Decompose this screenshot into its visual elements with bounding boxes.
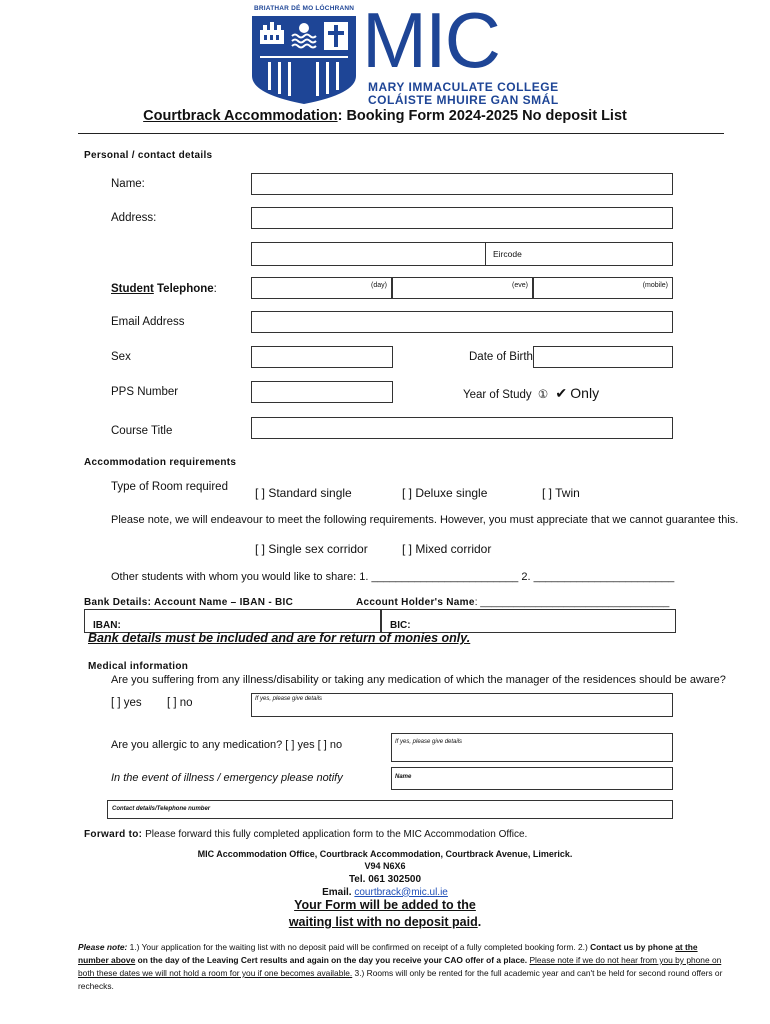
option-mixed[interactable]: [ ] Mixed corridor (402, 542, 492, 556)
pps-label: PPS Number (111, 386, 179, 398)
bank-note: Bank details must be included and are for return of monies only. (88, 631, 471, 645)
phone-mobile-field[interactable] (533, 277, 673, 299)
option-deluxe-single[interactable]: [ ] Deluxe single (402, 486, 488, 500)
footnote-p3: at the number above (78, 942, 698, 965)
allergy-details-hint: If yes, please give details (395, 739, 463, 745)
bic-label: BIC: (390, 620, 411, 631)
phone-day-hint: (day) (371, 282, 387, 289)
medical-details-field[interactable] (251, 693, 673, 717)
email-field[interactable] (251, 311, 673, 333)
email-link[interactable]: courtbrack@mic.ul.ie (354, 886, 448, 898)
college-logo (248, 0, 568, 107)
medical-heading: Medical information (88, 661, 189, 672)
iban-field[interactable] (84, 609, 381, 633)
footnote-p6: Please note if we do not hear from you by phone on both these dates we will not hold a room for you if one becomes available. (78, 955, 722, 978)
waiting-list-line1: Your Form will be added to the (294, 898, 476, 912)
footnote-p4: on the day of the Leaving Cert results and again on the day you receive your CAO offer of a place. (135, 955, 528, 965)
emergency-contact-field[interactable] (107, 800, 673, 819)
allergy-details-field[interactable] (391, 733, 673, 762)
footnote-p1: 1.) Your application for the waiting list with no deposit paid will be confirmed on receipt of a fully completed booking form. 2.) (127, 942, 591, 952)
option-twin[interactable]: [ ] Twin (542, 486, 580, 500)
logo-motto: BRIATHAR DÉ MO LÓCHRANN (254, 5, 355, 12)
dob-label: Date of Birth (469, 351, 533, 363)
medical-details-hint: If yes, please give details (255, 696, 323, 702)
holder-label (356, 597, 669, 608)
email-prefix: Email. (322, 886, 355, 898)
waiting-list-dot: . (477, 915, 482, 929)
year-label (463, 385, 599, 402)
waiting-list-note (0, 897, 770, 931)
emergency-name-hint: Name (395, 774, 412, 780)
waiting-list-line2: waiting list with no deposit paid (288, 915, 478, 929)
phone-day-field[interactable] (251, 277, 392, 299)
medical-yes[interactable]: [ ] yes (111, 697, 142, 709)
course-field[interactable] (251, 417, 673, 439)
telephone-colon: : (213, 283, 217, 295)
address-field-1[interactable] (251, 207, 673, 229)
title-part1: Courtbrack Accommodation (143, 108, 338, 124)
logo-name-en: MARY IMMACULATE COLLEGE (368, 80, 559, 94)
office-address (0, 849, 770, 898)
name-label: Name: (111, 178, 145, 190)
medical-no[interactable]: [ ] no (167, 697, 193, 709)
telephone-student: Student (111, 283, 154, 295)
crest-icon (252, 16, 356, 104)
eircode-label: Eircode (493, 249, 522, 259)
course-label: Course Title (111, 425, 173, 437)
phone-eve-hint: (eve) (512, 282, 528, 289)
logo-letters: MIC (362, 0, 499, 84)
name-field[interactable] (251, 173, 673, 195)
telephone-label (111, 283, 217, 295)
accommodation-heading: Accommodation requirements (84, 457, 237, 468)
personal-heading: Personal / contact details (84, 150, 213, 161)
forward-text: Please forward this fully completed application form to the MIC Accommodation Office. (142, 829, 528, 840)
footnote-p2: Contact us by phone (590, 942, 676, 952)
option-standard-single[interactable]: [ ] Standard single (255, 486, 352, 500)
title-divider (78, 133, 724, 134)
email-label: Email Address (111, 316, 185, 328)
footnote-label: Please note: (78, 942, 128, 952)
year-circle-icon: ① (537, 389, 549, 401)
checkmark-icon: ✔ (555, 385, 568, 401)
bic-field[interactable] (381, 609, 676, 633)
year-label-text: Year of Study (463, 389, 532, 401)
room-type-label: Type of Room required (111, 481, 228, 493)
address-label: Address: (111, 212, 157, 224)
telephone-rest: Telephone (153, 283, 214, 295)
emergency-name-field[interactable] (391, 767, 673, 790)
forward-label: Forward to: (84, 829, 143, 840)
office-address-line1: MIC Accommodation Office, Courtbrack Accommodation, Courtbrack Avenue, Limerick. (197, 849, 573, 859)
forward-line (84, 829, 527, 840)
phone-eve-field[interactable] (392, 277, 533, 299)
title-part2: : Booking Form 2024-2025 No deposit List (337, 108, 627, 124)
holder-line[interactable]: : __________________________________ (474, 597, 670, 608)
eircode-field[interactable] (485, 242, 673, 266)
option-single-sex[interactable]: [ ] Single sex corridor (255, 542, 368, 556)
phone-mobile-hint: (mobile) (642, 282, 668, 289)
year-only: Only (570, 385, 600, 401)
allergy-question[interactable]: Are you allergic to any medication? [ ] yes [ ] no (111, 739, 343, 751)
dob-field[interactable] (533, 346, 673, 368)
emergency-contact-hint: Contact details/Telephone number (112, 806, 211, 812)
requirements-note: Please note, we will endeavour to meet the following requirements. However, you must appreciate that we cannot guarantee this. (111, 514, 739, 526)
iban-label: IBAN: (93, 620, 121, 631)
pps-field[interactable] (251, 381, 393, 403)
sex-field[interactable] (251, 346, 393, 368)
page-title (0, 108, 770, 124)
sex-label: Sex (111, 351, 131, 363)
office-address-line2: V94 N6X6 (364, 860, 406, 871)
waiting-list-line2-wrap (0, 914, 770, 931)
office-tel: Tel. 061 302500 (348, 874, 422, 885)
logo-name-ga: COLÁISTE MHUIRE GAN SMÁL (368, 93, 559, 107)
share-with-line[interactable]: Other students with whom you would like to share: 1. ________________________ 2. _______________________ (111, 571, 675, 583)
bank-heading: Bank Details: Account Name – IBAN - BIC (84, 597, 294, 608)
emergency-label: In the event of illness / emergency please notify (111, 772, 343, 784)
footnote-p7: 3.) Rooms will only be rented for the full academic year and can't be held for second round offers or rechecks. (78, 968, 723, 991)
medical-question: Are you suffering from any illness/disability or taking any medication of which the manager of the residences should be aware? (111, 674, 726, 686)
holder-label-text: Account Holder's Name (356, 597, 475, 608)
footnote (78, 941, 730, 993)
